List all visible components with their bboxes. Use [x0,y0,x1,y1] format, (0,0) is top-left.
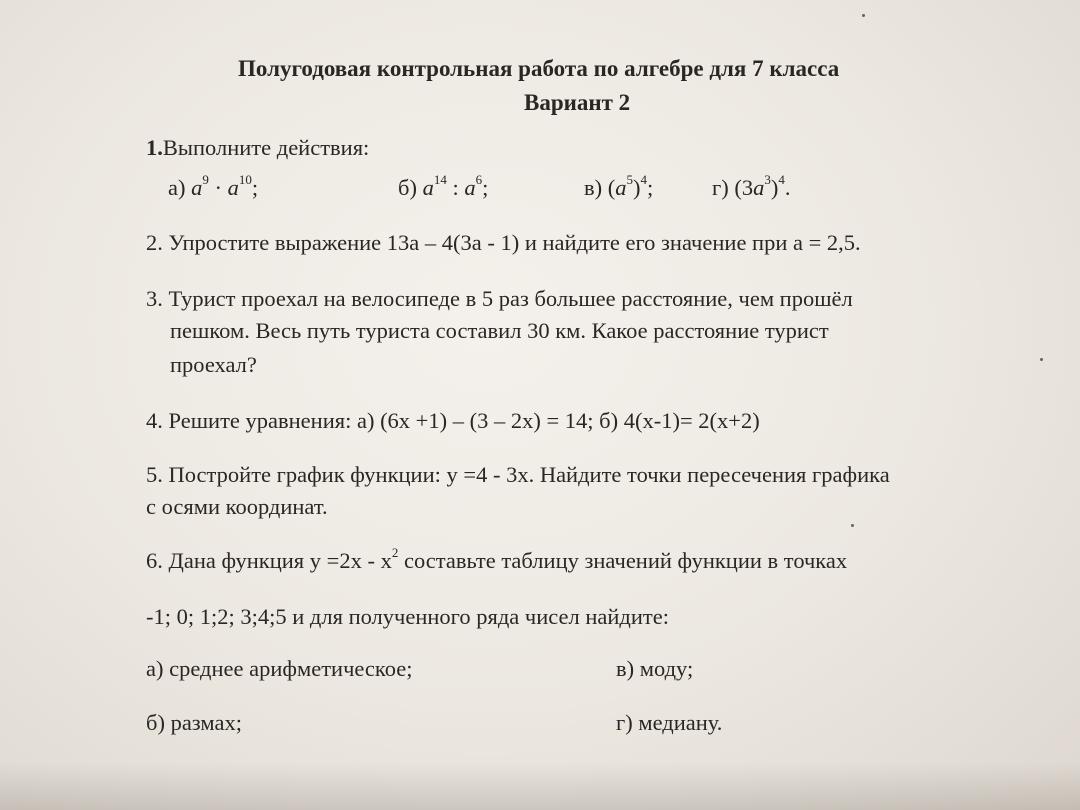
task-6-item-g: г) медиану. [616,710,723,735]
task-6-line-1-pre: 6. Дана функция y =2x - x [146,548,392,573]
task-6-exponent: 2 [391,545,399,560]
task-1-v-label: в) [584,175,603,200]
task-1-number: 1. [146,135,163,160]
task-1-b-exp1: 14 [433,172,447,187]
paper-speck [851,524,854,527]
task-1-a: а) $a^9 \cdot a^{10}$; [168,172,259,200]
task-6-item-v: в) моду; [616,656,694,681]
task-6-line-1-post: составьте таблицу значений функции в точках [398,548,848,573]
task-6-item-a: а) среднее арифметическое; [146,656,413,681]
task-5-line-1: 5. Постройте график функции: y =4 - 3x. Найдите точки пересечения графика [146,462,890,487]
task-1-b: б) $a^{14}$ : $a^6$; [398,172,489,200]
task-1-v-exp2: 4 [640,172,647,187]
task-6-line-1 [146,545,848,574]
task-1-g-exp2: 4 [778,172,785,187]
task-1-v: в) $(a^5)^4$; [584,172,654,200]
task-1-a-exp2: 10 [238,172,252,187]
task-1-heading [146,135,369,161]
task-1-b-exp2: 6 [475,172,483,187]
task-1-g-label: г) [712,175,729,200]
paper-speck [1040,358,1043,361]
task-2: 2. Упростите выражение 13a – 4(3a - 1) и найдите его значение при a = 2,5. [146,230,861,255]
task-5-line-2: с осями координат. [146,494,328,519]
task-3-line-2: пешком. Весь путь туриста составил 30 км. Какое расстояние турист [170,318,829,343]
task-1-g: г) $(3a^3)^4$. [712,172,791,200]
task-1-g-exp1: 3 [764,172,771,187]
paper-speck [862,14,865,17]
task-1-a-exp1: 9 [202,172,209,187]
task-3-line-1: 3. Турист проехал на велосипеде в 5 раз большее расстояние, чем прошёл [146,286,853,311]
task-1-text: Выполните действия: [162,135,370,160]
page-title: Полугодовая контрольная работа по алгебре для 7 класса [238,56,840,81]
variant-label: Вариант 2 [524,90,631,115]
task-1-v-exp1: 5 [626,172,633,187]
task-6-line-2: -1; 0; 1;2; 3;4;5 и для полученного ряда чисел найдите: [146,604,669,629]
task-1-a-label: а) [168,175,186,200]
task-3-line-3: проехал? [170,352,257,377]
task-6-item-b: б) размах; [146,710,242,735]
paper-bottom-shadow [0,762,1080,810]
task-4: 4. Решите уравнения: а) (6x +1) – (3 – 2x) = 14; б) 4(x-1)= 2(x+2) [146,408,760,433]
task-1-b-label: б) [398,175,417,200]
